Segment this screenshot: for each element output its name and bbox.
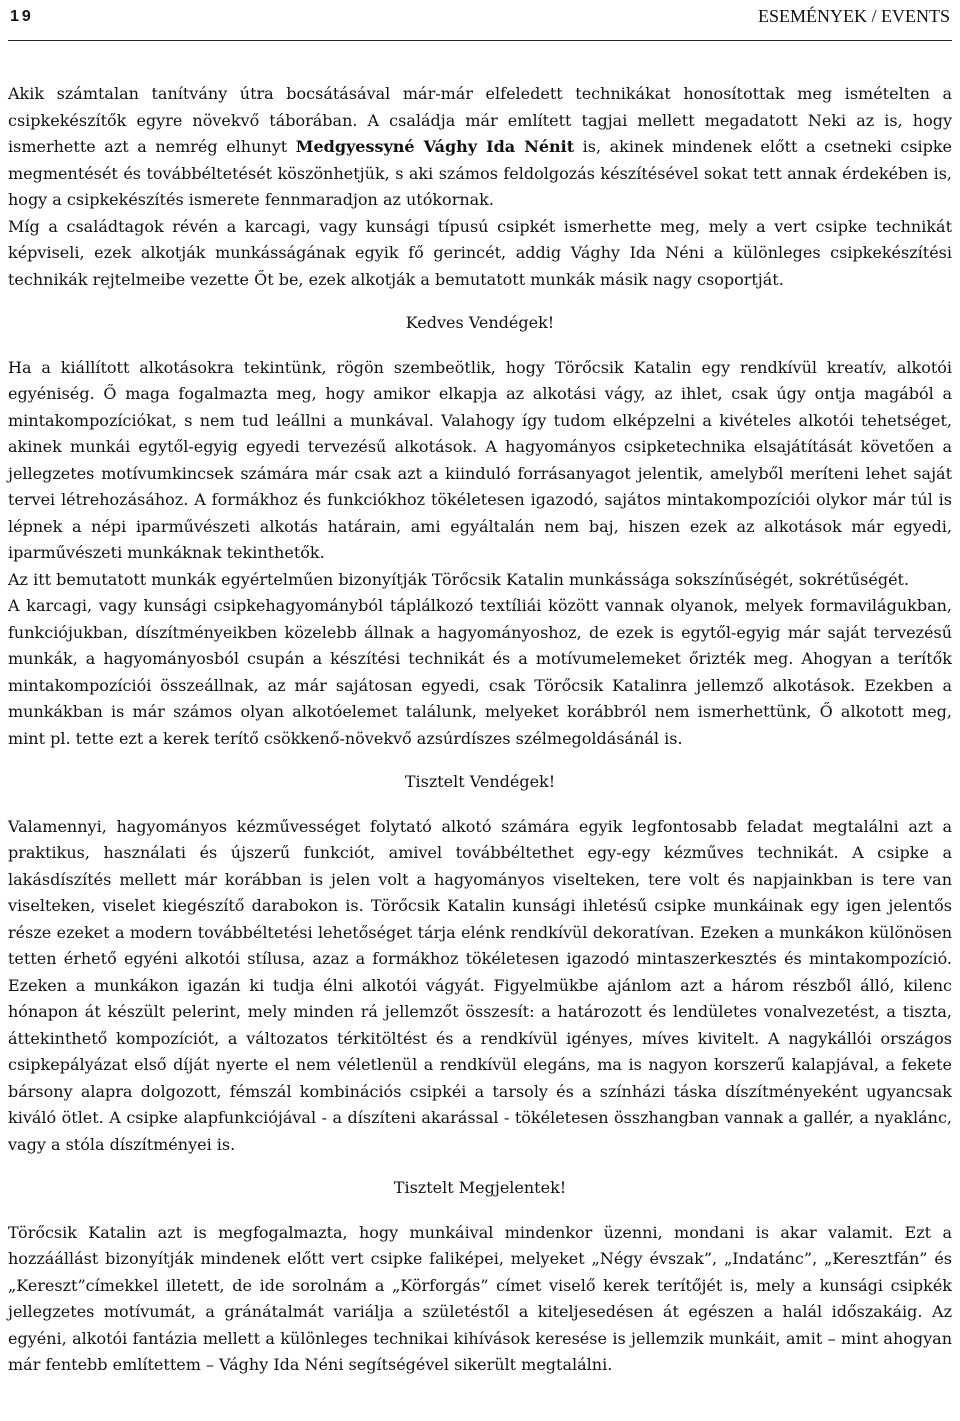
paragraph-intro-text-a: Akik számtalan tanítvány útra bocsátásával már-már elfeledett technikákat honosítottak meg ismételten a csipkekészítők egyre növekvő táborában. A családja már említett tagjai mellett megadatott Neki az is, hogy ismerhette azt a nemrég elhunyt <box>8 84 952 156</box>
page-number: 19 <box>10 8 34 25</box>
greeting-kedves-vendegek: Kedves Vendégek! <box>405 313 555 332</box>
greeting-tisztelt-megjelentek: Tisztelt Megjelentek! <box>393 1178 567 1197</box>
paragraph-intro-text-c: is, akinek mindenek előtt a csetneki csipke megmentését és továbbéltetését köszönhetjük, s aki számos feldolgozás készítésével sokat tett annak érdekében is, hogy a csipkekészítés ismerete fennmaradjon az utókornak. <box>8 137 953 209</box>
article-body <box>8 81 952 1379</box>
paragraph-message: Törőcsik Katalin azt is megfogalmazta, hogy munkáival mindenkor üzenni, mondani is akar valamit. Ezt a hozzáállást bizonyítják mindenek előtt vert csipke faliképei, melyeket „Négy évszak”, „Indatánc”, „Keresztfán” és „Kereszt”címekkel illetett, de ide sorolnám a „Körforgás” címet viselő kerek terítőjét is, mely a kunsági csipkék jellegzetes motívumát, a gránátalmát variálja a születéstől a kiteljesedésen át egészen a halál időszakáig. Az egyéni, alkotói fantázia mellett a különleges technikai kihívások keresése is jellemzik munkáit, amit – mint ahogyan már fentebb említettem – Vághy Ida Néni segítségével sikerült megtalálni. <box>8 1222 952 1374</box>
paragraph-kunsagi-tradition: A karcagi, vagy kunsági csipkehagyományból táplálkozó textíliái között vannak olyanok, melyek formavilágukban, funkciójukban, díszítményeikben közelebb állnak a hagyományoshoz, de ezek is egytől-egyig már saját tervezésű munkák, a hagyományosból csupán a készítési technikát és a motívumelemeket őrizték meg. Ahogyan a terítők mintakompozíciói összeállnak, az már sajátosan egyedi, csak Törőcsik Katalinra jellemző alkotások. Ezekben a munkákban is már számos olyan alkotóelemet találunk, melyeket korábbról nem ismerhettünk, Ő alkotott meg, mint pl. tette ezt a kerek terítő csökkenő-növekvő azsúrdíszes szélmegoldásánál is. <box>8 596 952 748</box>
page-header <box>8 0 952 41</box>
paragraph-intro <box>8 81 952 214</box>
paragraph-diversity: Az itt bemutatott munkák egyértelműen bizonyítják Törőcsik Katalin munkássága sokszínűségét, sokrétűségét. <box>8 569 910 589</box>
paragraph-techniques: Míg a családtagok révén a karcagi, vagy kunsági típusú csipkét ismerhette meg, mely a vert csipke technikát képviseli, ezek alkotják munkásságának egyik fő gerincét, addig Vághy Ida Néni a különleges csipkekészítési technikák rejtelmeibe vezette Őt be, ezek alkotják a bemutatott munkák másik nagy csoportját. <box>8 216 952 289</box>
section-title: ESEMÉNYEK / EVENTS <box>758 6 950 26</box>
highlighted-name: Medgyessyné Vághy Ida Nénit <box>295 137 575 156</box>
paragraph-craft-function: Valamennyi, hagyományos kézművességet folytató alkotó számára egyik legfontosabb feladat megtalálni azt a praktikus, használati és újszerű funkciót, amivel továbbéltethet egy-egy kézműves technikát. A csipke a lakásdíszítés mellett már korábban is jelen volt a hagyományos viselteken, tere volt és napjainkban is tere van viselteken, viselet kiegészítő darabokon is. Törőcsik Katalin kunsági ihletésű csipke munkáinak egy igen jelentős része ezeket a modern továbbéltetési lehetőséget tárja elénk rendkívül dekoratívan. Ezeken a munkákon különösen tetten érhető egyéni alkotói stílusa, azaz a formákhoz tökéletesen igazodó mintaszerkesztés és mintakompozíció. Ezeken a munkákon igazán ki tudja élni alkotói vágyát. Figyelmükbe ajánlom azt a három részből álló, kilenc hónapon át készült pelerint, mely minden rá jellemzőt összesít: a határozott és lendületes vonalvezetést, a tiszta, áttekinthető kompozíciót, a változatos térkitöltést és a rendkívül igényes, míves kivitelt. A nagykállói országos csipkepályázat első díját nyerte el nem véletlenül a rendkívül elegáns, ma is nagyon korszerű kalapjával, a fekete bársony alapra dolgozott, fémszál kombinációs csipkéi a tarsoly és a színházi táska díszítményeként ugyancsak kiváló ötlet. A csipke alapfunkciójával - a díszíteni akarással - tökéletesen összhangban vannak a gallér, a nyaklánc, vagy a stóla díszítményei is. <box>8 816 952 1154</box>
paragraph-creativity: Ha a kiállított alkotásokra tekintünk, rögön szembeötlik, hogy Törőcsik Katalin egy rendkívül kreatív, alkotói egyéniség. Ő maga fogalmazta meg, hogy amikor elkapja az alkotási vágy, az ihlet, csak úgy ontja magából a mintakompozíciókat, s nem tud leállni a munkával. Valahogy így tudom elképzelni a kivételes alkotói tehetséget, akinek munkái egytől-egyig egyedi tervezésű alkotások. A hagyományos csipketechnika elsajátítását követően a jellegzetes motívumkincsek számára már csak azt a kiinduló forrásanyagot jelentik, amelyből meríteni lehet saját tervei létrehozásához. A formákhoz és funkciókhoz tökéletesen igazodó, sajátos mintakompozíciói olykor már túl is lépnek a népi iparművészeti alkotás határain, ami egyáltalán nem baj, hiszen ezek az alkotások már egyedi, iparművészeti munkáknak tekinthetők. <box>8 357 952 562</box>
greeting-tisztelt-vendegek: Tisztelt Vendégek! <box>404 772 556 791</box>
